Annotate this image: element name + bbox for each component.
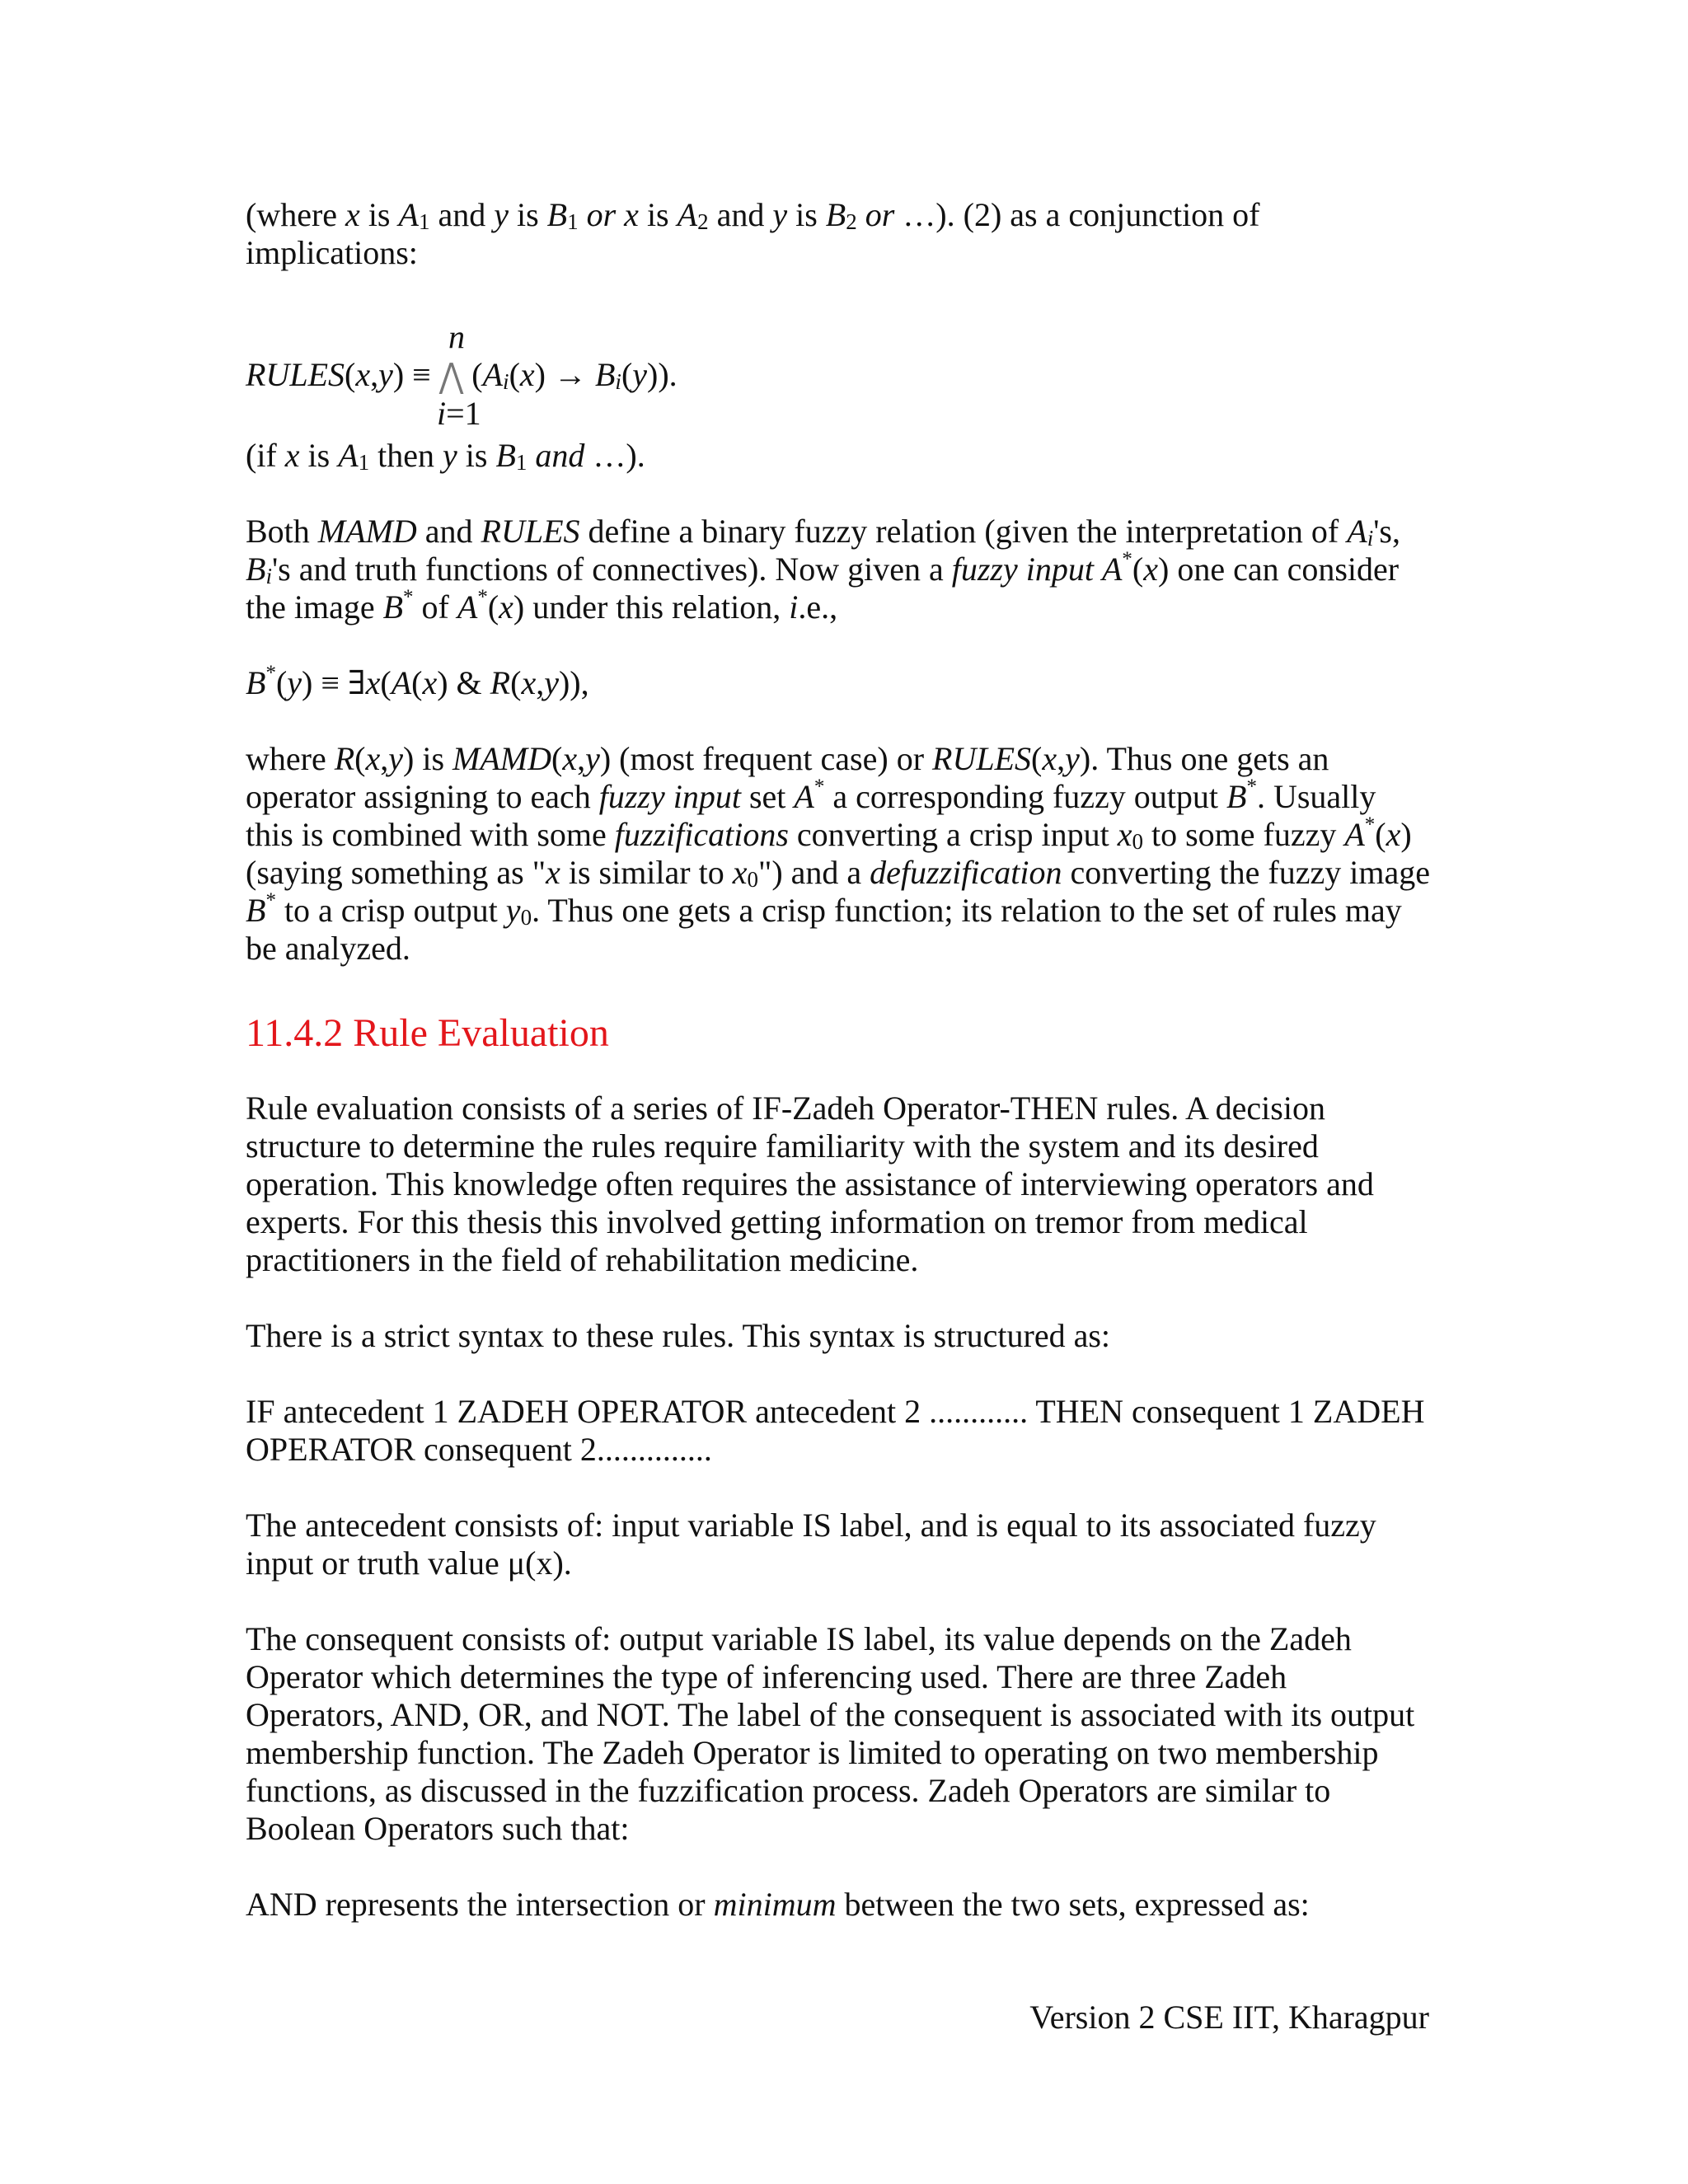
paragraph-both-line-1: Both MAMD and RULES define a binary fuzzy relation (given the interpretation of $A_i's$, (246, 513, 1400, 551)
emphasis-minimum: minimum (713, 1886, 837, 1923)
paragraph-line: operation. This knowledge often requires the assistance of interviewing operators and (246, 1165, 1374, 1202)
paragraph-rule-evaluation (246, 1090, 1449, 1279)
paragraph-antecedent (246, 1507, 1449, 1582)
paragraph-intro-line-2: implications: (246, 234, 418, 271)
document-page (246, 0, 1449, 2184)
paragraph-where-line-6: be analyzed. (246, 930, 410, 967)
paragraph-line: OPERATOR consequent 2.............. (246, 1431, 712, 1468)
conjunction-operator-icon: ⋀ (438, 357, 464, 395)
page-footer: Version 2 CSE IIT, Kharagpur (1029, 1999, 1429, 2036)
equation-rules-lhs: RULES(x,y) ≡ (246, 356, 431, 393)
paragraph-line: functions, as discussed in the fuzzification process. Zadeh Operators are similar to (246, 1772, 1331, 1809)
paragraph-line: IF antecedent 1 ZADEH OPERATOR antecedent 2 ............ THEN consequent 1 ZADEH (246, 1393, 1425, 1430)
paragraph-line: The consequent consists of: output variable IS label, its value depends on the Zadeh (246, 1620, 1352, 1657)
paragraph-line: practitioners in the field of rehabilitation medicine. (246, 1241, 919, 1278)
paragraph-where-line-2: operator assigning to each fuzzy input set A* a corresponding fuzzy output B*. Usually (246, 775, 1376, 815)
paragraph-syntax: There is a strict syntax to these rules. This syntax is structured as: (246, 1317, 1111, 1354)
paragraph-both-line-3: the image B* of A*(x) under this relation, i.e., (246, 585, 838, 626)
equation-upper-limit: n (448, 318, 465, 355)
equation-rules-rhs: $(A_i(x) \to B_i(y))$. (471, 356, 678, 394)
paragraph-line: experts. For this thesis this involved getting information on tremor from medical (246, 1203, 1308, 1240)
paragraph-and: AND represents the intersection or minimum between the two sets, expressed as: (246, 1886, 1310, 1923)
paragraph-line: The antecedent consists of: input variable IS label, and is equal to its associated fuzzy (246, 1507, 1376, 1544)
paragraph-line: membership function. The Zadeh Operator is limited to operating on two membership (246, 1734, 1379, 1771)
equation-rules (246, 356, 678, 395)
paragraph-if-syntax (246, 1393, 1449, 1469)
equation-lower-limit: i=1 (437, 395, 481, 432)
paragraph-both-line-2: $B_i's$ and truth functions of connectives). Now given a fuzzy input A*(x) one can consider (246, 547, 1400, 588)
paragraph-where-line-4: (saying something as "x is similar to $x_0$") and a defuzzification converting the fuzzy image (246, 854, 1430, 892)
paragraph-line: input or truth value μ(x). (246, 1544, 572, 1582)
paragraph-line: Operator which determines the type of inferencing used. There are three Zadeh (246, 1658, 1287, 1695)
rules-note: (if x is $A_1$ then y is $B_1$ and …). (246, 437, 645, 475)
paragraph-where-line-1: where R(x,y) is MAMD(x,y) (most frequent case) or RULES(x,y). Thus one gets an (246, 740, 1329, 777)
paragraph-where-line-5: B* to a crisp output $y_0$. Thus one gets a crisp function; its relation to the set of rules may (246, 888, 1402, 930)
paragraph-where-line-3: this is combined with some fuzzifications converting a crisp input $x_0$ to some fuzzy A*(x) (246, 813, 1412, 854)
paragraph-intro-line-1: (where x is $A_1$ and y is $B_1$ or x is $A_2$ and y is $B_2$ or …). (2) as a conjunction of (246, 196, 1260, 234)
paragraph-line: Boolean Operators such that: (246, 1810, 630, 1847)
paragraph-both (246, 513, 1449, 626)
equation-image: B*(y) ≡ ∃x(A(x) & R(x,y)), (246, 661, 589, 701)
paragraph-line: Operators, AND, OR, and NOT. The label of the consequent is associated with its output (246, 1696, 1415, 1733)
paragraph-line: structure to determine the rules require familiarity with the system and its desired (246, 1127, 1319, 1165)
paragraph-where (246, 740, 1449, 968)
paragraph-intro (246, 196, 1449, 272)
paragraph-consequent (246, 1620, 1449, 1848)
paragraph-line: Rule evaluation consists of a series of IF-Zadeh Operator-THEN rules. A decision (246, 1090, 1325, 1127)
section-heading: 11.4.2 Rule Evaluation (246, 1011, 609, 1055)
